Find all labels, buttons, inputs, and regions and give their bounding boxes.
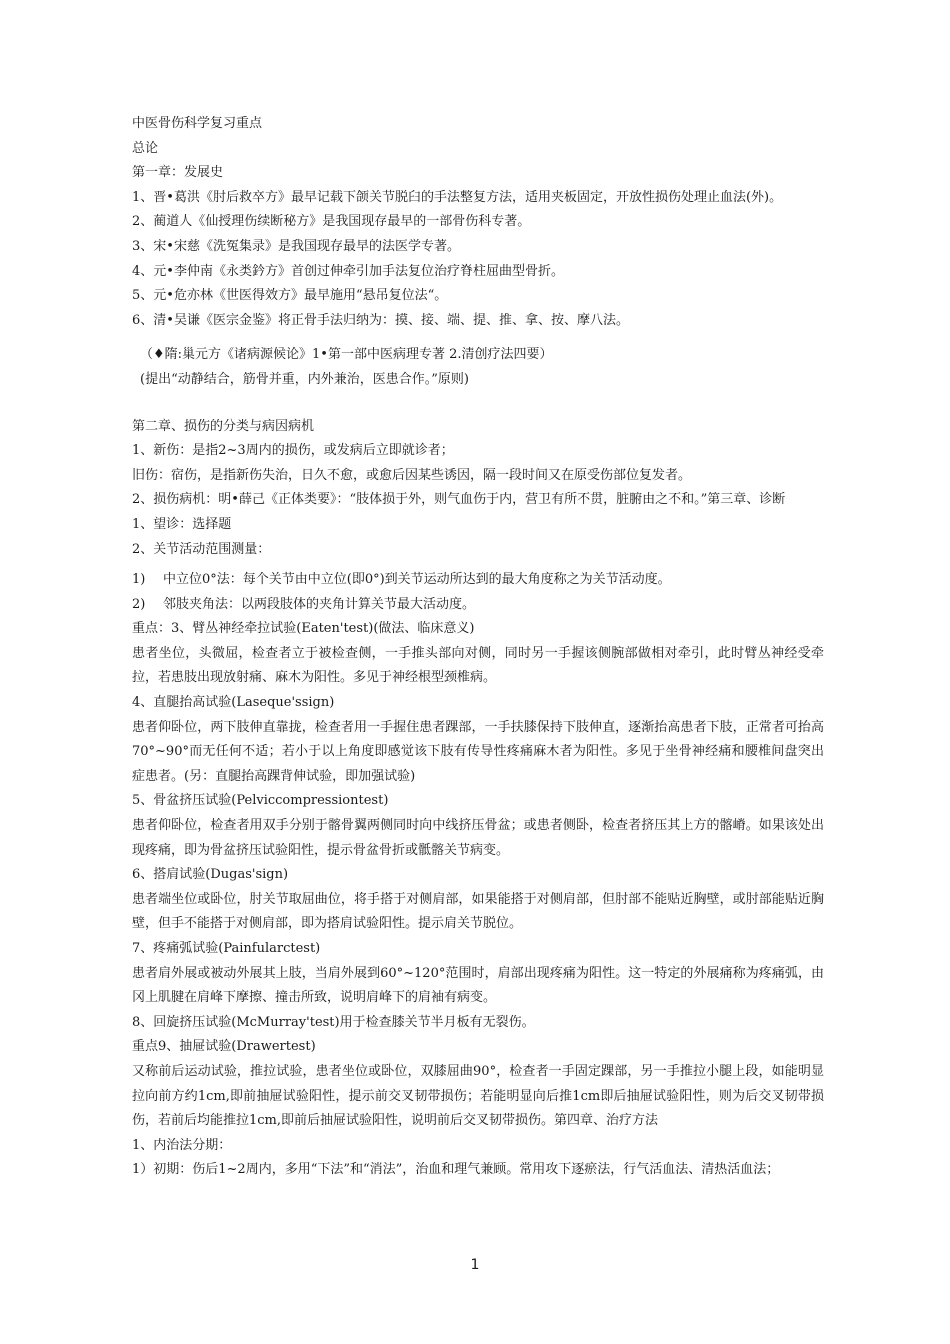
test-heading: 5、骨盆挤压试验(Pelviccompressiontest) <box>132 793 389 809</box>
rom-method <box>132 568 824 593</box>
rom-method-text: 中立位0°法：每个关节由中立位(即0°)到关节运动所达到的最大角度称之为关节活动度。 <box>163 572 671 588</box>
chapter1-item: 1、晋•葛洪《肘后救卒方》最早记载下颌关节脱臼的手法整复方法，适用夹板固定，开放性损伤处理止血法(外)。 <box>132 189 783 205</box>
rom-method-text: 邻肢夹角法：以两段肢体的夹角计算关节最大活动度。 <box>163 596 476 612</box>
chapter1-item: 2、蔺道人《仙授理伤续断秘方》是我国现存最早的一部骨伤科专著。 <box>132 214 531 230</box>
document-body <box>132 112 824 1183</box>
chapter1-item: 3、宋•宋慈《洗冤集录》是我国现存最早的法医学专著。 <box>132 238 460 254</box>
treatment-staging: 1、内治法分期： <box>132 1137 232 1153</box>
test-description: 患者坐位，头微屈，检查者立于被检查侧，一手推头部向对侧，同时另一手握该侧腕部做相对牵引，此时臂丛神经受牵拉，若患肢出现放射痛、麻木为阳性。多见于神经根型颈椎病。 <box>132 645 824 686</box>
test-description: 患者肩外展或被动外展其上肢，当肩外展到60°~120°范围时，肩部出现疼痛为阳性。这一特定的外展痛称为疼痛弧，由冈上肌腱在肩峰下摩擦、撞击所致，说明肩峰下的肩袖有病变。 <box>132 965 824 1006</box>
rom-heading: 2、关节活动范围测量： <box>132 541 271 557</box>
inspection-item: 1、望诊：选择题 <box>132 516 232 532</box>
page-number: 1 <box>470 1257 480 1273</box>
chapter1-item: 6、清•吴谦《医宗金鉴》将正骨手法归纳为：摸、接、端、提、推、拿、按、摩八法。 <box>132 312 629 328</box>
chapter1-heading: 第一章：发展史 <box>132 165 224 181</box>
chapter1-note: (提出“动静结合，筋骨并重，内外兼治，医患合作。”原则) <box>140 371 469 387</box>
test-heading: 重点：3、臂丛神经牵拉试验(Eaten'test)(做法、临床意义) <box>132 621 475 637</box>
chapter2-heading: 第二章、损伤的分类与病因病机 <box>132 418 315 434</box>
chapter1-item: 4、元•李仲南《永类鈐方》首创过伸牵引加手法复位治疗脊柱屈曲型骨折。 <box>132 263 564 279</box>
test-description: 患者端坐位或卧位，肘关节取屈曲位，将手搭于对侧肩部，如果能搭于对侧肩部，但肘部不能贴近胸壁，或肘部能贴近胸壁，但手不能搭于对侧肩部，即为搭肩试验阳性。提示肩关节脱位。 <box>132 891 824 932</box>
section-heading-general: 总论 <box>132 140 159 156</box>
test-heading: 4、直腿抬高试验(Laseque'ssign) <box>132 695 335 711</box>
treatment-early-stage: 1）初期：伤后1~2周内，多用“下法”和“消法”，治血和理气兼顾。常用攻下逐瘀法，行气活血法、清热活血法； <box>132 1162 780 1178</box>
list-number: 2) <box>132 596 146 612</box>
test-description: 患者仰卧位，两下肢伸直靠拢，检查者用一手握住患者踝部，一手扶膝保持下肢伸直，逐渐抬高患者下肢，正常者可抬高70°~90°而无任何不适；若小于以上角度即感觉该下肢有传导性疼痛麻木者为阳性。多见于坐骨神经痛和腰椎间盘突出症患者。(另：直腿抬高踝背伸试验，即加强试验) <box>132 719 824 784</box>
rom-method <box>132 593 824 618</box>
test-heading: 6、搭肩试验(Dugas'sign) <box>132 867 289 883</box>
new-injury-definition: 1、新伤：是指2~3周内的损伤，或发病后立即就诊者； <box>132 443 454 459</box>
test-description: 又称前后运动试验，推拉试验，患者坐位或卧位，双膝屈曲90°，检查者一手固定踝部，另一手推拉小腿上段，如能明显拉向前方约1cm,即前抽屉试验阳性，提示前交叉韧带损伤；若能明显向后推1cm即后抽屉试验阳性，则为后交叉韧带损伤，若前后均能推拉1cm,即前后抽屉试验阳性，说明前后交叉韧带损伤。第四章、治疗方法 <box>132 1063 824 1129</box>
test-description: 患者仰卧位，检查者用双手分别于髂骨翼两侧同时向中线挤压骨盆；或患者侧卧，检查者挤压其上方的髂嵴。如果该处出现疼痛，即为骨盆挤压试验阳性，提示骨盆骨折或骶髂关节病变。 <box>132 818 824 858</box>
test-heading: 重点9、抽屉试验(Drawertest) <box>132 1039 316 1055</box>
test-heading: 7、疼痛弧试验(Painfularctest) <box>132 941 321 956</box>
old-injury-definition: 旧伤：宿伤，是指新伤失治，日久不愈，或愈后因某些诱因，隔一段时间又在原受伤部位复发者。 <box>132 467 692 483</box>
document-title: 中医骨伤科学复习重点 <box>132 116 263 131</box>
chapter1-item: 5、元•危亦林《世医得效方》最早施用“悬吊复位法“。 <box>132 288 448 304</box>
injury-pathogenesis: 2、损伤病机：明•薛己《正体类要》：“肢体损于外，则气血伤于内，营卫有所不贯，脏腑由之不和。”第三章、诊断 <box>132 492 786 508</box>
list-number: 1) <box>132 572 146 588</box>
chapter1-note: （♦隋:巢元方《诸病源候论》1•第一部中医病理专著 2.清创疗法四要） <box>140 347 553 363</box>
test-heading: 8、回旋挤压试验(McMurray'test)用于检查膝关节半月板有无裂伤。 <box>132 1014 535 1030</box>
